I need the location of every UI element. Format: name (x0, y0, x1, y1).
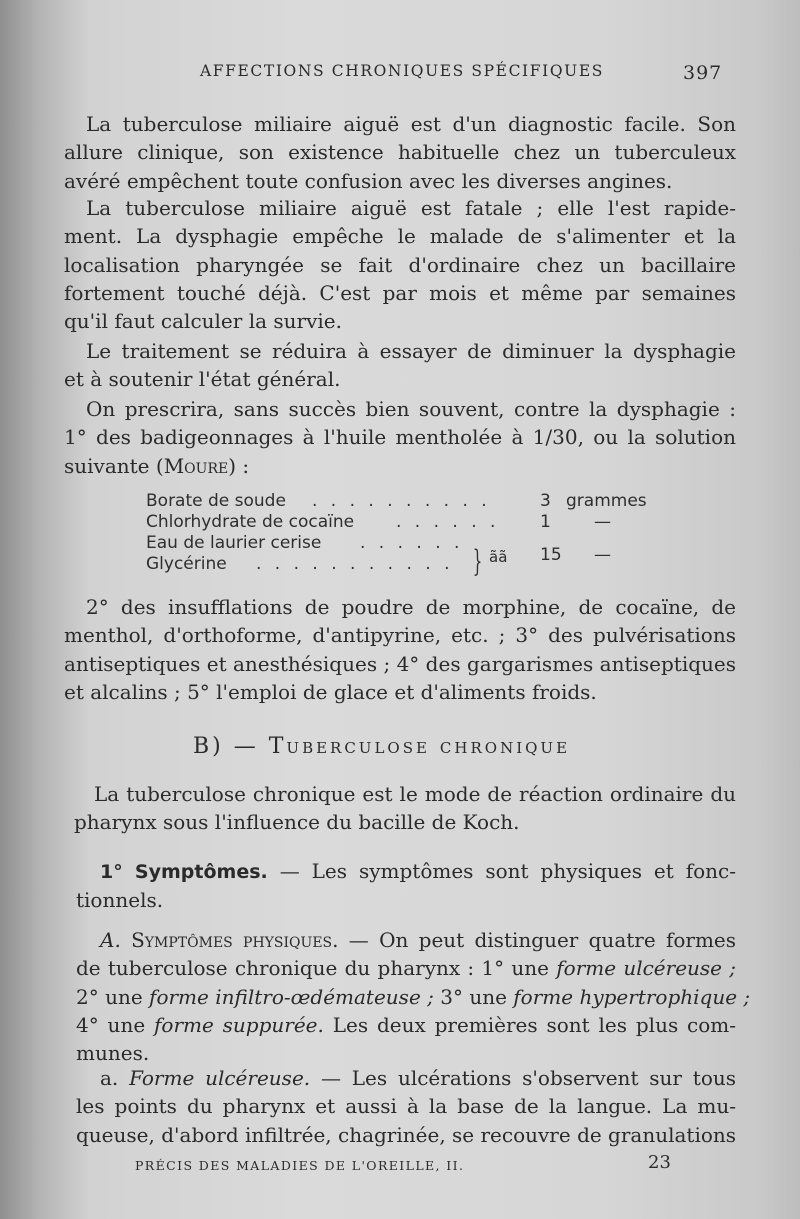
paragraph-prescription (64, 395, 736, 480)
item-letter: a. (100, 1066, 119, 1090)
text-fragment: 3° une (440, 984, 507, 1009)
text-line: La tuberculose miliaire aiguë est d'un diagnostic facile. Son (86, 112, 736, 136)
brace-symbol: } (472, 544, 483, 579)
text-line: ment. La dysphagie empêche le malade de s'alimenter et la (64, 224, 736, 249)
text-line: On prescrira, sans succès bien souvent, contre la dysphagie : (86, 397, 736, 421)
subsection-heading: 1° Symptômes. (100, 861, 268, 883)
text-line: fortement touché déjà. C'est par mois et même par semaines (64, 280, 736, 305)
text-line (64, 452, 736, 480)
running-header: AFFECTIONS CHRONIQUES SPÉCIFIQUES (200, 62, 604, 80)
page-footer: PRÉCIS DES MALADIES DE L'OREILLE, II. (135, 1158, 465, 1173)
text-line: 1° des badigeonnages à l'huile mentholée à 1/30, ou la solution (64, 425, 736, 450)
author-name: Moure (163, 453, 229, 478)
prescription-formula (146, 492, 666, 578)
subsection-label: Symptômes physiques. (131, 928, 339, 952)
text-line: et alcalins ; 5° l'emploi de glace et d'aliments froids. (64, 679, 597, 704)
italic-term: forme ulcéreuse ; (556, 956, 737, 981)
ingredient-name: Borate de soude (146, 491, 286, 511)
text-line (64, 1011, 736, 1039)
formula-row (146, 492, 666, 513)
text-line: allure clinique, son existence habituelle chez un tuberculeux (64, 140, 736, 165)
text-line: et à soutenir l'état général. (64, 367, 341, 392)
text-line: qu'il faut calculer la survie. (64, 309, 342, 334)
formula-row (146, 555, 666, 576)
text-line: avéré empêchent toute confusion avec les diverses angines. (64, 168, 673, 193)
formula-group (146, 534, 666, 578)
signature-mark: 23 (648, 1152, 671, 1173)
formula-row (146, 534, 666, 555)
text-fragment: — Les ulcérations s'observent sur tous (320, 1066, 737, 1090)
text-line: les points du pharynx et aussi à la base de la langue. La mu- (76, 1094, 736, 1119)
text-fragment: suivante ( (64, 453, 164, 478)
text-fragment: 4° une (76, 1012, 146, 1037)
paragraph-treatment (64, 337, 736, 394)
leader-dots: . . . . . . . . . . (312, 491, 491, 511)
text-fragment: — On peut distinguer quatre formes (348, 928, 737, 952)
ingredient-name: Chlorhydrate de cocaïne (146, 512, 355, 532)
paragraph-chronic-intro (64, 780, 736, 837)
paragraph-prognosis (64, 194, 736, 335)
text-line (64, 1064, 736, 1092)
text-line (64, 983, 751, 1011)
ingredient-quantity: 3 (540, 491, 551, 511)
formula-row (146, 513, 666, 534)
ingredient-unit: — (594, 512, 611, 532)
section-heading (193, 734, 570, 759)
text-line (64, 926, 736, 954)
paragraph-other-treatments (64, 593, 736, 706)
text-line: La tuberculose chronique est le mode de réaction ordinaire du (94, 782, 736, 806)
ingredient-quantity: 1 (540, 512, 551, 532)
text-fragment: ) : (228, 453, 250, 478)
italic-term: forme suppurée. (154, 1012, 324, 1037)
text-line: tionnels. (76, 888, 164, 913)
italic-term: forme infiltro-œdémateuse ; (149, 984, 434, 1009)
paragraph-physical-symptoms (64, 926, 751, 1067)
page-number: 397 (683, 62, 723, 84)
text-line: La tuberculose miliaire aiguë est fatale ; elle l'est rapide- (86, 196, 736, 220)
paragraph-ulcerative-form (64, 1064, 736, 1149)
text-line: munes. (76, 1041, 150, 1066)
leader-dots: . . . . . . (396, 512, 500, 532)
text-fragment: Les deux premières sont les plus com- (332, 1012, 737, 1037)
section-label: B) — (193, 734, 259, 759)
paragraph-diagnosis (64, 110, 736, 195)
text-line (64, 954, 736, 982)
ingredient-unit: grammes (566, 491, 647, 511)
ana-abbreviation: ãã (489, 548, 508, 566)
text-line: pharynx sous l'influence du bacille de Koch. (74, 810, 520, 835)
italic-term: forme hypertrophique ; (513, 984, 751, 1009)
text-line: Le traitement se réduira à essayer de diminuer la dysphagie (86, 339, 736, 363)
text-line: localisation pharyngée se fait d'ordinaire chez un bacillaire (64, 252, 736, 277)
ingredient-name: Eau de laurier cerise (146, 533, 322, 553)
ingredient-name: Glycérine (146, 554, 227, 574)
section-title: Tuberculose chronique (268, 734, 571, 759)
paragraph-symptoms (64, 857, 736, 915)
leader-dots: . . . . . . (360, 533, 464, 553)
text-line (64, 857, 736, 886)
italic-term: Forme ulcéreuse. (129, 1066, 311, 1090)
text-line: antiseptiques et anesthésiques ; 4° des gargarismes antiseptiques (64, 651, 736, 676)
text-line: queuse, d'abord infiltrée, chagrinée, se recouvre de granulations (76, 1122, 737, 1147)
text-fragment: 2° une (76, 984, 143, 1009)
leader-dots: . . . . . . . . . . . (256, 554, 454, 574)
ingredient-unit: — (594, 545, 611, 565)
text-fragment: — Les symptômes sont physiques et fonc- (279, 859, 736, 883)
item-letter: A. (100, 928, 121, 952)
text-fragment: de tuberculose chronique du pharynx : 1° une (76, 956, 549, 981)
text-line: 2° des insufflations de poudre de morphine, de cocaïne, de (86, 595, 736, 619)
text-line: menthol, d'orthoforme, d'antipyrine, etc. ; 3° des pulvérisations (64, 623, 736, 648)
ingredient-quantity: 15 (540, 545, 562, 565)
